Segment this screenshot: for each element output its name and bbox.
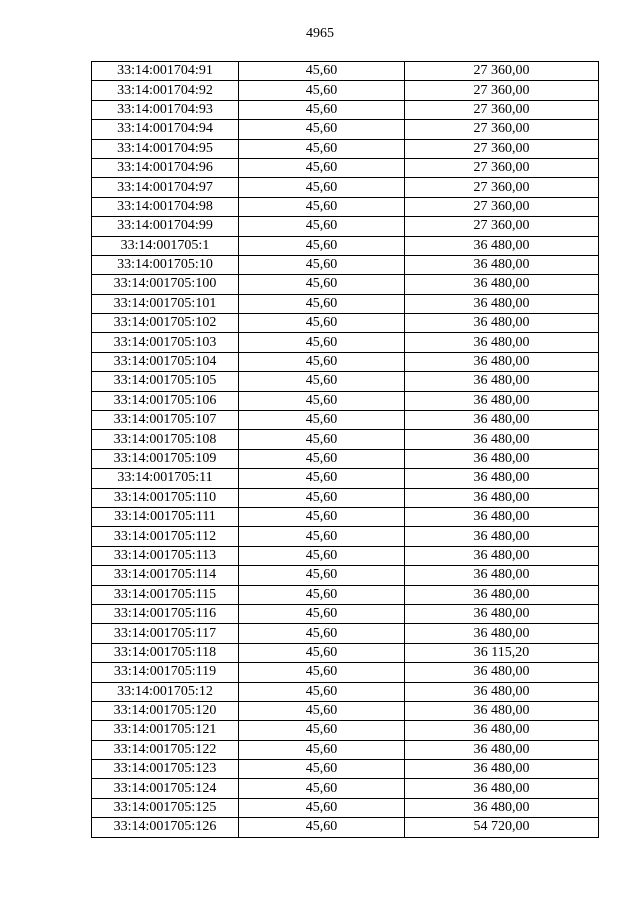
value-cell: 36 480,00 xyxy=(405,701,599,720)
area-cell: 45,60 xyxy=(239,158,405,177)
cadastral-number-cell: 33:14:001705:106 xyxy=(92,391,239,410)
area-cell: 45,60 xyxy=(239,721,405,740)
table-row xyxy=(92,527,599,546)
value-cell: 36 480,00 xyxy=(405,585,599,604)
cadastral-number-cell: 33:14:001705:103 xyxy=(92,333,239,352)
cadastral-number-cell: 33:14:001704:92 xyxy=(92,81,239,100)
table-row xyxy=(92,507,599,526)
table-row xyxy=(92,158,599,177)
table-row xyxy=(92,721,599,740)
value-cell: 36 480,00 xyxy=(405,682,599,701)
table-row xyxy=(92,643,599,662)
table-row xyxy=(92,217,599,236)
area-cell: 45,60 xyxy=(239,314,405,333)
cadastral-number-cell: 33:14:001705:109 xyxy=(92,449,239,468)
table-row xyxy=(92,120,599,139)
cadastral-number-cell: 33:14:001704:91 xyxy=(92,62,239,81)
table-row xyxy=(92,488,599,507)
area-cell: 45,60 xyxy=(239,236,405,255)
value-cell: 36 480,00 xyxy=(405,624,599,643)
value-cell: 27 360,00 xyxy=(405,178,599,197)
table-row xyxy=(92,100,599,119)
cadastral-number-cell: 33:14:001705:114 xyxy=(92,566,239,585)
table-row xyxy=(92,546,599,565)
table-row xyxy=(92,62,599,81)
value-cell: 36 480,00 xyxy=(405,546,599,565)
area-cell: 45,60 xyxy=(239,139,405,158)
table-row xyxy=(92,701,599,720)
value-cell: 36 480,00 xyxy=(405,411,599,430)
table-row xyxy=(92,294,599,313)
value-cell: 36 480,00 xyxy=(405,488,599,507)
table-row xyxy=(92,682,599,701)
value-cell: 27 360,00 xyxy=(405,81,599,100)
value-cell: 36 480,00 xyxy=(405,236,599,255)
value-cell: 36 480,00 xyxy=(405,372,599,391)
area-cell: 45,60 xyxy=(239,255,405,274)
area-cell: 45,60 xyxy=(239,779,405,798)
cadastral-number-cell: 33:14:001705:113 xyxy=(92,546,239,565)
area-cell: 45,60 xyxy=(239,411,405,430)
area-cell: 45,60 xyxy=(239,294,405,313)
cadastral-number-cell: 33:14:001704:99 xyxy=(92,217,239,236)
cadastral-number-cell: 33:14:001705:108 xyxy=(92,430,239,449)
cadastral-number-cell: 33:14:001705:105 xyxy=(92,372,239,391)
table-row xyxy=(92,663,599,682)
value-cell: 27 360,00 xyxy=(405,62,599,81)
cadastral-number-cell: 33:14:001705:124 xyxy=(92,779,239,798)
area-cell: 45,60 xyxy=(239,178,405,197)
table-row xyxy=(92,585,599,604)
area-cell: 45,60 xyxy=(239,100,405,119)
value-cell: 27 360,00 xyxy=(405,197,599,216)
table-row xyxy=(92,275,599,294)
table-row xyxy=(92,314,599,333)
table-row xyxy=(92,139,599,158)
value-cell: 36 480,00 xyxy=(405,760,599,779)
cadastral-number-cell: 33:14:001705:1 xyxy=(92,236,239,255)
value-cell: 36 480,00 xyxy=(405,314,599,333)
table-row xyxy=(92,178,599,197)
area-cell: 45,60 xyxy=(239,120,405,139)
table-row xyxy=(92,333,599,352)
table-row xyxy=(92,624,599,643)
value-cell: 36 115,20 xyxy=(405,643,599,662)
area-cell: 45,60 xyxy=(239,546,405,565)
table-row xyxy=(92,352,599,371)
area-cell: 45,60 xyxy=(239,469,405,488)
area-cell: 45,60 xyxy=(239,275,405,294)
value-cell: 36 480,00 xyxy=(405,566,599,585)
area-cell: 45,60 xyxy=(239,740,405,759)
area-cell: 45,60 xyxy=(239,372,405,391)
area-cell: 45,60 xyxy=(239,760,405,779)
table-row xyxy=(92,236,599,255)
value-cell: 36 480,00 xyxy=(405,604,599,623)
table-row xyxy=(92,740,599,759)
table-row xyxy=(92,255,599,274)
area-cell: 45,60 xyxy=(239,682,405,701)
value-cell: 36 480,00 xyxy=(405,449,599,468)
table-row xyxy=(92,779,599,798)
area-cell: 45,60 xyxy=(239,430,405,449)
value-cell: 36 480,00 xyxy=(405,721,599,740)
table-row xyxy=(92,197,599,216)
cadastral-number-cell: 33:14:001705:120 xyxy=(92,701,239,720)
cadastral-number-cell: 33:14:001705:102 xyxy=(92,314,239,333)
cadastral-number-cell: 33:14:001705:126 xyxy=(92,818,239,837)
cadastral-number-cell: 33:14:001705:121 xyxy=(92,721,239,740)
table-row xyxy=(92,566,599,585)
area-cell: 45,60 xyxy=(239,643,405,662)
area-cell: 45,60 xyxy=(239,62,405,81)
cadastral-number-cell: 33:14:001705:115 xyxy=(92,585,239,604)
area-cell: 45,60 xyxy=(239,663,405,682)
cadastral-number-cell: 33:14:001705:112 xyxy=(92,527,239,546)
value-cell: 54 720,00 xyxy=(405,818,599,837)
area-cell: 45,60 xyxy=(239,604,405,623)
area-cell: 45,60 xyxy=(239,507,405,526)
value-cell: 36 480,00 xyxy=(405,294,599,313)
value-cell: 27 360,00 xyxy=(405,120,599,139)
area-cell: 45,60 xyxy=(239,527,405,546)
area-cell: 45,60 xyxy=(239,818,405,837)
value-cell: 27 360,00 xyxy=(405,100,599,119)
cadastral-number-cell: 33:14:001705:125 xyxy=(92,798,239,817)
area-cell: 45,60 xyxy=(239,488,405,507)
cadastral-number-cell: 33:14:001705:118 xyxy=(92,643,239,662)
cadastral-number-cell: 33:14:001705:100 xyxy=(92,275,239,294)
value-cell: 36 480,00 xyxy=(405,527,599,546)
table-row xyxy=(92,604,599,623)
table-row xyxy=(92,449,599,468)
cadastral-number-cell: 33:14:001704:94 xyxy=(92,120,239,139)
value-cell: 36 480,00 xyxy=(405,275,599,294)
cadastral-number-cell: 33:14:001705:122 xyxy=(92,740,239,759)
area-cell: 45,60 xyxy=(239,701,405,720)
cadastral-number-cell: 33:14:001705:111 xyxy=(92,507,239,526)
area-cell: 45,60 xyxy=(239,566,405,585)
cadastral-number-cell: 33:14:001705:123 xyxy=(92,760,239,779)
table-row xyxy=(92,391,599,410)
area-cell: 45,60 xyxy=(239,391,405,410)
cadastral-number-cell: 33:14:001705:10 xyxy=(92,255,239,274)
cadastral-number-cell: 33:14:001705:104 xyxy=(92,352,239,371)
cadastral-number-cell: 33:14:001704:98 xyxy=(92,197,239,216)
table-row xyxy=(92,798,599,817)
value-cell: 36 480,00 xyxy=(405,333,599,352)
page-number: 4965 xyxy=(306,26,334,41)
value-cell: 36 480,00 xyxy=(405,430,599,449)
table-row xyxy=(92,760,599,779)
value-cell: 27 360,00 xyxy=(405,158,599,177)
value-cell: 36 480,00 xyxy=(405,352,599,371)
cadastral-number-cell: 33:14:001704:93 xyxy=(92,100,239,119)
value-cell: 36 480,00 xyxy=(405,255,599,274)
area-cell: 45,60 xyxy=(239,217,405,236)
cadastral-number-cell: 33:14:001705:11 xyxy=(92,469,239,488)
area-cell: 45,60 xyxy=(239,197,405,216)
cadastral-number-cell: 33:14:001704:96 xyxy=(92,158,239,177)
area-cell: 45,60 xyxy=(239,333,405,352)
table-row xyxy=(92,469,599,488)
cadastral-number-cell: 33:14:001704:97 xyxy=(92,178,239,197)
value-cell: 36 480,00 xyxy=(405,779,599,798)
value-cell: 36 480,00 xyxy=(405,740,599,759)
cadastral-number-cell: 33:14:001705:101 xyxy=(92,294,239,313)
table-row xyxy=(92,411,599,430)
value-cell: 36 480,00 xyxy=(405,507,599,526)
table-row xyxy=(92,372,599,391)
cadastral-number-cell: 33:14:001705:119 xyxy=(92,663,239,682)
value-cell: 36 480,00 xyxy=(405,391,599,410)
cadastral-number-cell: 33:14:001705:12 xyxy=(92,682,239,701)
value-cell: 27 360,00 xyxy=(405,139,599,158)
value-cell: 36 480,00 xyxy=(405,663,599,682)
value-cell: 27 360,00 xyxy=(405,217,599,236)
table-body xyxy=(92,62,599,838)
area-cell: 45,60 xyxy=(239,585,405,604)
value-cell: 36 480,00 xyxy=(405,798,599,817)
cadastral-number-cell: 33:14:001705:107 xyxy=(92,411,239,430)
table-row xyxy=(92,818,599,837)
cadastral-number-cell: 33:14:001705:110 xyxy=(92,488,239,507)
area-cell: 45,60 xyxy=(239,81,405,100)
area-cell: 45,60 xyxy=(239,798,405,817)
area-cell: 45,60 xyxy=(239,449,405,468)
cadastral-number-cell: 33:14:001705:116 xyxy=(92,604,239,623)
data-table xyxy=(91,61,599,838)
area-cell: 45,60 xyxy=(239,352,405,371)
value-cell: 36 480,00 xyxy=(405,469,599,488)
cadastral-number-cell: 33:14:001705:117 xyxy=(92,624,239,643)
area-cell: 45,60 xyxy=(239,624,405,643)
table-row xyxy=(92,430,599,449)
table-row xyxy=(92,81,599,100)
cadastral-number-cell: 33:14:001704:95 xyxy=(92,139,239,158)
